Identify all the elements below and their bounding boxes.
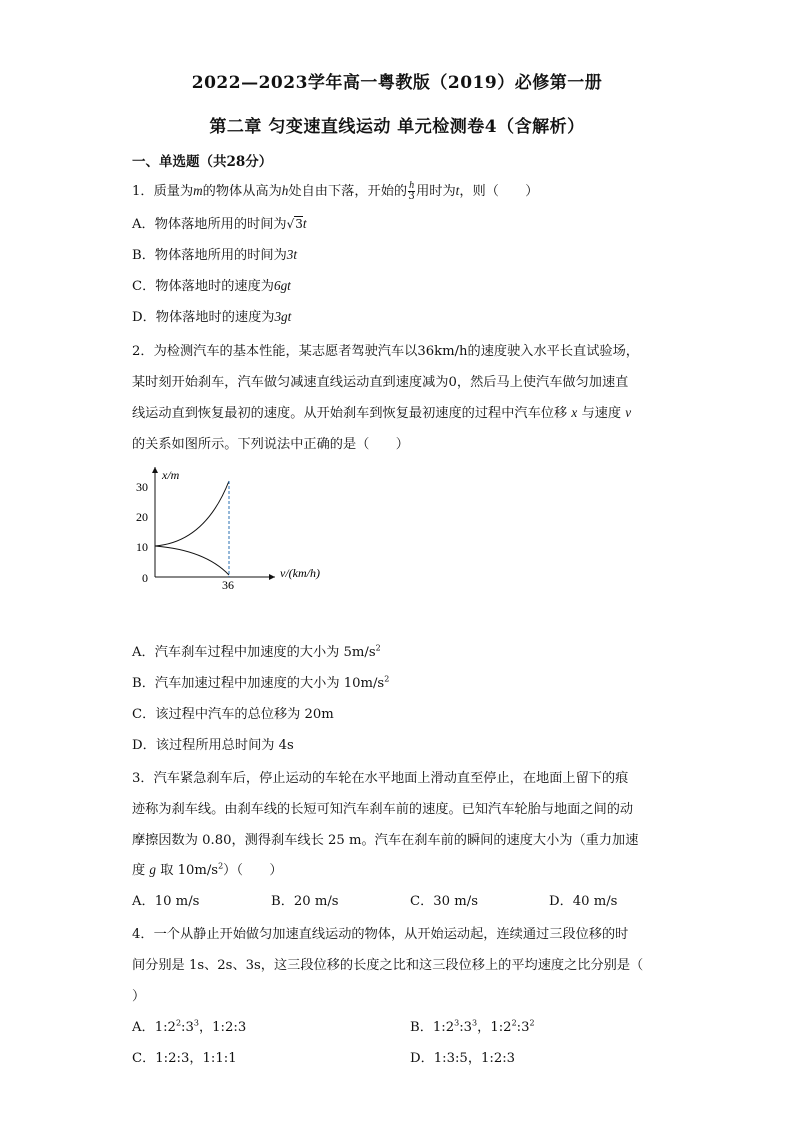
question-1-option-b[interactable]: B．物体落地所用的时间为3t [132,247,298,263]
question-3-line-2: 迹称为刹车线。由刹车线的长短可知汽车刹车前的速度。已知汽车轮胎与地面之间的动 [132,802,634,817]
question-4-line-2: 间分别是 1s、2s、3s，这三段位移的长度之比和这三段位移上的平均速度之比分别是（ [132,958,644,973]
x-v-graph [130,462,350,597]
question-3-option-b[interactable]: B．20 m/s [271,894,339,909]
question-2-line-4: 的关系如图所示。下列说法中正确的是（ ） [132,437,409,452]
question-4-option-b[interactable]: B．$1:2^3:3^3$，$1:2^2:3^2$ [410,1018,535,1035]
question-2-line-1: 2．为检测汽车的基本性能，某志愿者驾驶汽车以36km/h的速度驶入水平长直试验场， [132,344,639,359]
y-tick-0: 0 [142,571,148,585]
question-4-option-d[interactable]: D．1:3:5，1:2:3 [410,1051,516,1066]
question-2-line-3: 线运动直到恢复最初的速度。从开始刹车到恢复最初速度的过程中汽车位移 x 与速度 v [132,405,632,421]
sqrt-symbol: √3 [286,217,303,231]
question-4-line-1: 4．一个从静止开始做匀加速直线运动的物体，从开始运动起，连续通过三段位移的时 [132,927,629,942]
question-2-option-a[interactable]: A．汽车刹车过程中加速度的大小为 $5m/s^2$ [132,643,381,660]
question-4-option-c[interactable]: C．1:2:3，1:1:1 [132,1051,237,1066]
question-2-option-d[interactable]: D．该过程所用总时间为 4s [132,738,294,753]
question-3-option-a[interactable]: A．10 m/s [132,894,200,909]
question-4-line-3: ） [132,989,146,1004]
braking-curve [155,546,229,575]
fraction-h-over-3: $\frac{h}{3}$ [408,180,415,202]
y-tick-20: 20 [136,510,148,524]
x-axis-label: v/(km/h) [280,566,320,580]
question-1-stem: 1．质量为m的物体从高为h处自由下落，开始的 $\frac{h}{3}$ 用时为t，则（ ） [132,180,539,202]
question-1-option-a[interactable]: A．物体落地所用的时间为√3t [132,216,307,232]
question-3-line-1: 3．汽车紧急刹车后，停止运动的车轮在水平地面上滑动直至停止，在地面上留下的痕 [132,771,629,786]
question-1-option-c[interactable]: C．物体落地时的速度为6gt [132,278,291,294]
y-tick-30: 30 [136,480,148,494]
question-2-option-c[interactable]: C．该过程中汽车的总位移为 20m [132,707,334,722]
question-3-line-3: 摩擦因数为 0.80，测得刹车线长 25 m。汽车在刹车前的瞬间的速度大小为（重力加速 [132,833,639,848]
question-3-line-4: 度 g 取 $10m/s^2$）（ ） [132,861,283,878]
question-1-option-d[interactable]: D．物体落地时的速度为3gt [132,309,292,325]
question-4-option-a[interactable]: A．$1:2^2:3^3$，1:2:3 [132,1018,247,1035]
acceleration-curve [155,481,229,546]
question-3-option-d[interactable]: D．40 m/s [549,894,618,909]
title-line-2: 第二章 匀变速直线运动 单元检测卷4（含解析） [209,117,585,137]
question-2-option-b[interactable]: B．汽车加速过程中加速度的大小为 $10m/s^2$ [132,674,390,691]
y-axis-label: x/m [162,468,180,482]
y-tick-10: 10 [136,540,148,554]
x-tick-36: 36 [222,578,234,592]
section-heading: 一、单选题（共28分） [132,154,273,170]
title-line-1: 2022—2023学年高一粤教版（2019）必修第一册 [191,73,603,93]
question-2-line-2: 某时刻开始刹车，汽车做匀减速直线运动直到速度减为0，然后马上使汽车做匀加速直 [132,375,629,390]
question-3-option-c[interactable]: C．30 m/s [410,894,478,909]
